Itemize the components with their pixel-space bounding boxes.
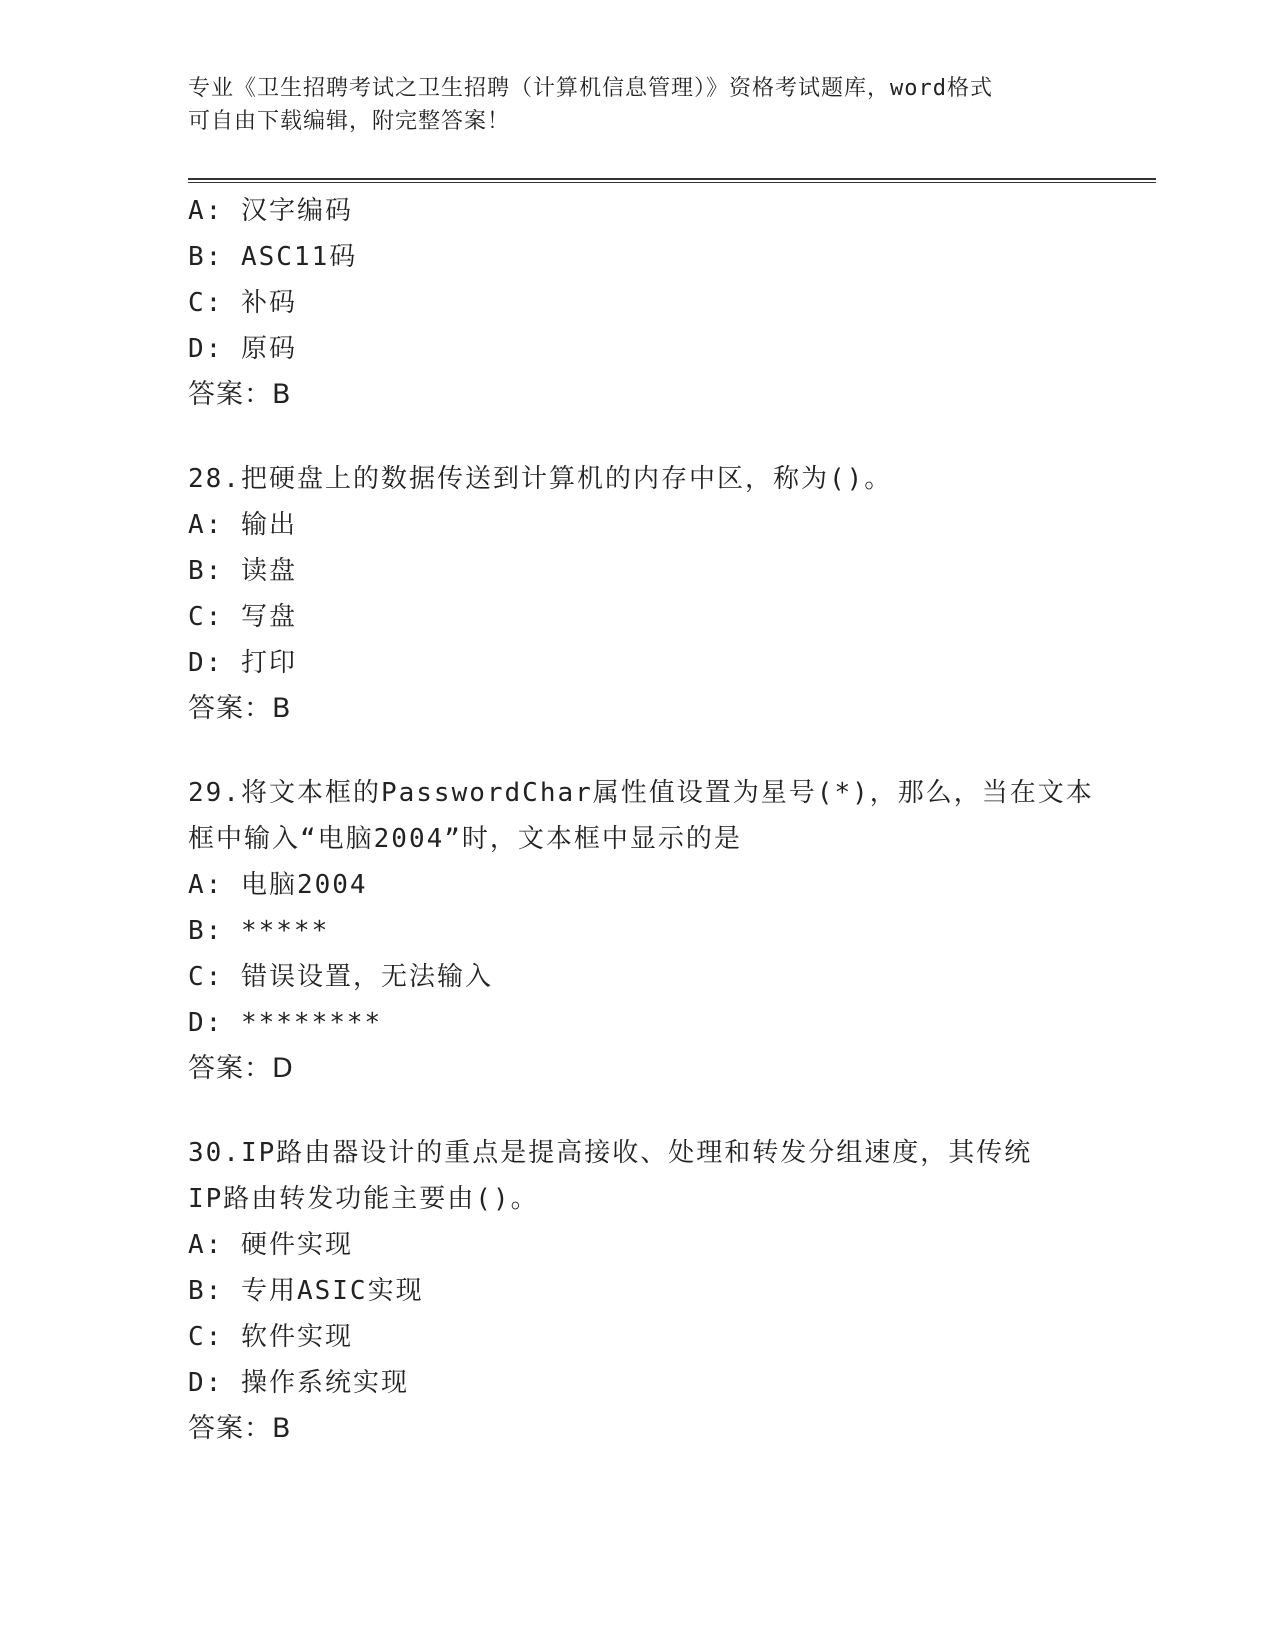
question-27 xyxy=(188,188,1156,418)
option-a: A: 汉字编码 xyxy=(188,196,353,226)
option-a: A: 电脑2004 xyxy=(188,870,368,900)
question-28 xyxy=(188,456,1156,732)
document-header xyxy=(188,72,1088,138)
question-stem: 28.把硬盘上的数据传送到计算机的内存中区，称为()。 xyxy=(188,464,893,494)
answer-label: 答案：B xyxy=(188,693,292,724)
option-c: C: 错误设置，无法输入 xyxy=(188,962,493,992)
header-divider xyxy=(188,178,1156,183)
header-line-2: 可自由下载编辑，附完整答案！ xyxy=(188,109,511,134)
question-stem-continued: IP路由转发功能主要由()。 xyxy=(188,1184,539,1214)
option-a: A: 硬件实现 xyxy=(188,1230,353,1260)
option-b: B: 专用ASIC实现 xyxy=(188,1276,424,1306)
option-c: C: 写盘 xyxy=(188,602,297,632)
option-b: B: ASC11码 xyxy=(188,242,358,272)
option-c: C: 软件实现 xyxy=(188,1322,353,1352)
question-29 xyxy=(188,770,1156,1092)
header-line-1: 专业《卫生招聘考试之卫生招聘（计算机信息管理）》资格考试题库，word格式 xyxy=(188,76,993,101)
answer-label: 答案：B xyxy=(188,379,292,410)
question-stem: 29.将文本框的PasswordChar属性值设置为星号(*)，那么，当在文本 xyxy=(188,778,1094,808)
option-b: B: 读盘 xyxy=(188,556,297,586)
option-a: A: 输出 xyxy=(188,510,297,540)
option-d: D: 打印 xyxy=(188,648,297,678)
question-30 xyxy=(188,1130,1156,1452)
option-d: D: 操作系统实现 xyxy=(188,1368,409,1398)
answer-label: 答案：B xyxy=(188,1413,292,1444)
option-c: C: 补码 xyxy=(188,288,297,318)
answer-label: 答案：D xyxy=(188,1053,294,1084)
option-b: B: ***** xyxy=(188,916,330,946)
option-d: D: 原码 xyxy=(188,334,297,364)
option-d: D: ******** xyxy=(188,1008,383,1038)
question-list xyxy=(188,188,1156,1490)
question-stem-continued: 框中输入“电脑2004”时，文本框中显示的是 xyxy=(188,824,742,854)
question-stem: 30.IP路由器设计的重点是提高接收、处理和转发分组速度，其传统 xyxy=(188,1138,1033,1168)
